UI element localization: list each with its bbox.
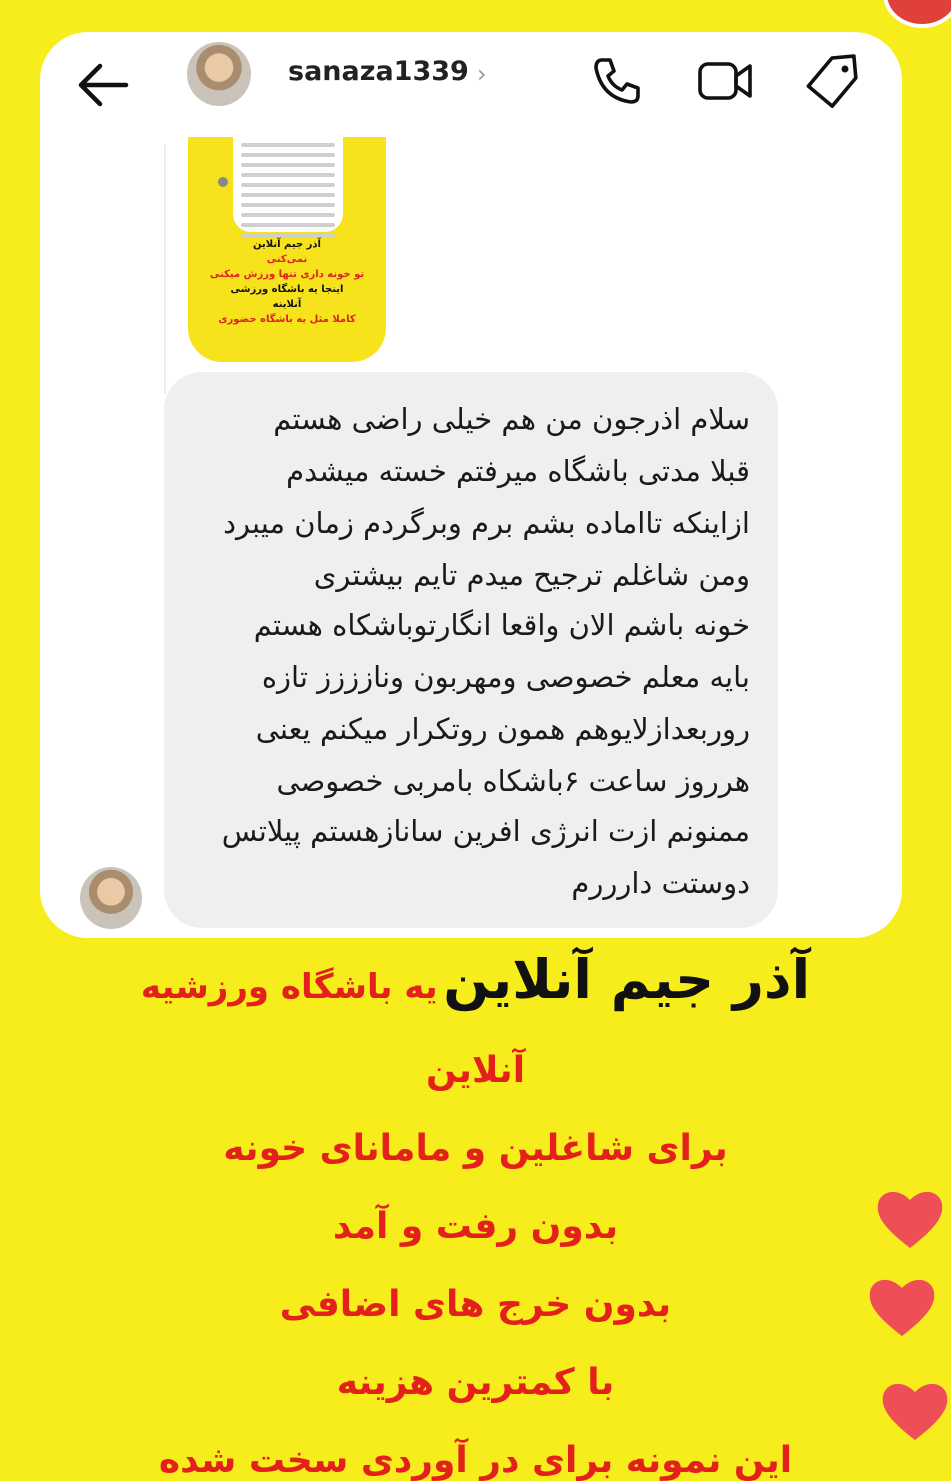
message-line: دوستت دارررم [571,866,750,900]
chat-header [40,32,902,122]
story-line: تو خونه داری تنها ورزش میکنی [209,269,365,280]
tag-icon[interactable] [804,52,862,110]
chat-card [40,32,902,938]
story-line: اینجا یه باشگاه ورزشی [230,284,344,295]
promo-line: برای شاغلین و مامانای خونه [223,1128,728,1169]
message-line: ازاینکه تااماده بشم برم وبرگردم زمان میبرد [223,506,750,540]
heart-icon [874,1186,946,1252]
message-line: ومن شاغلم ترجیح میدم تایم بیشتری [313,558,750,592]
message-line: ممنونم ازت انرژی افرین سانازهستم پیلاتس [221,814,750,848]
promo-line: با کمترین هزینه [336,1362,615,1403]
story-preview-dot [218,177,228,187]
heart-icon [866,1274,938,1340]
story-line: کاملا مثل یه باشگاه حضوری [218,314,356,325]
message-line: روربعدازلایوهم همون روتکرار میکنم یعنی [255,712,750,746]
promo-line: بدون خرج های اضافی [279,1284,672,1325]
corner-decoration [883,0,951,28]
promo-line: آنلاین [425,1050,526,1091]
message-line: قبلا مدتی باشگاه میرفتم خسته میشدم [286,454,750,488]
message-line: هرروز ساعت ۶باشکاه بامربی خصوصی [276,764,750,798]
promo-title-tagline: یه باشگاه ورزشیه [140,967,438,1007]
shared-story-thumbnail[interactable] [188,137,386,362]
username[interactable]: sanaza1339 [288,56,469,87]
promo-title [0,948,951,1011]
message-bubble[interactable] [164,372,778,928]
story-chat-preview [233,137,343,232]
story-line: نمی‌کنی [266,254,308,265]
reply-divider [164,144,166,394]
promo-line: این نمونه برای در آوردی سخت شده [158,1440,793,1481]
arrow-left-icon[interactable] [72,54,134,116]
story-line: آنلاینه [272,299,302,310]
story-line: آذر جیم آنلاین [253,239,321,250]
heart-icon [879,1378,951,1444]
chevron-right-icon[interactable]: › [477,60,487,88]
profile-avatar[interactable] [187,42,251,106]
message-line: خونه باشم الان واقعا انگارتوباشکاه هستم [253,608,750,642]
video-camera-icon[interactable] [696,52,754,110]
message-line: سلام اذرجون من هم خیلی راضی هستم [273,402,750,436]
sender-avatar[interactable] [80,867,142,929]
phone-icon[interactable] [588,52,646,110]
story-caption [188,237,386,327]
promo-title-brand: آذر جیم آنلاین [443,948,811,1011]
message-line: بایه معلم خصوصی ومهربون ونازززز تازه [261,660,750,694]
promo-line: بدون رفت و آمد [332,1206,619,1247]
